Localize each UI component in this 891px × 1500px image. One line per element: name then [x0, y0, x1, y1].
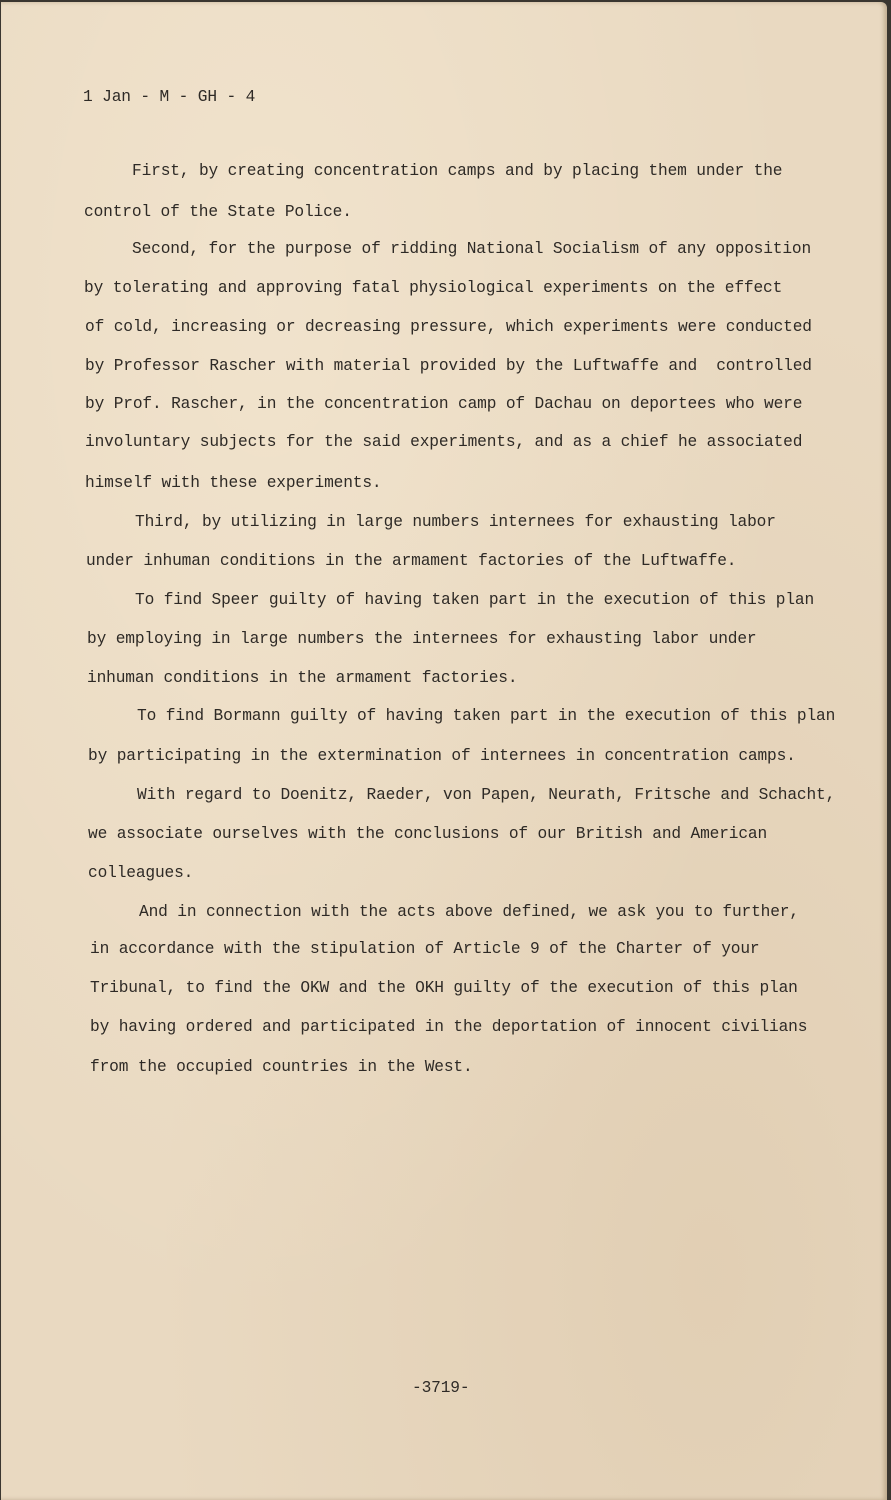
document-page — [1, 2, 887, 1500]
text-line: under inhuman conditions in the armament factories of the Luftwaffe. — [86, 552, 737, 570]
text-line: With regard to Doenitz, Raeder, von Papen, Neurath, Fritsche and Schacht, — [137, 786, 836, 804]
text-line: we associate ourselves with the conclusions of our British and American — [88, 825, 768, 843]
text-line: from the occupied countries in the West. — [90, 1058, 473, 1076]
text-line: by employing in large numbers the internees for exhausting labor under — [87, 630, 757, 648]
text-line: inhuman conditions in the armament factories. — [87, 669, 518, 687]
text-line: by tolerating and approving fatal physiological experiments on the effect — [84, 279, 783, 297]
text-line: of cold, increasing or decreasing pressure, which experiments were conducted — [85, 318, 812, 336]
text-line: Third, by utilizing in large numbers internees for exhausting labor — [135, 513, 776, 531]
header-reference: 1 Jan - M - GH - 4 — [83, 88, 256, 106]
text-line: colleagues. — [88, 864, 194, 882]
text-line: To find Speer guilty of having taken part in the execution of this plan — [135, 591, 815, 609]
text-line: in accordance with the stipulation of Article 9 of the Charter of your — [90, 940, 760, 958]
text-line: by Prof. Rascher, in the concentration camp of Dachau on deportees who were — [85, 395, 803, 413]
text-line: To find Bormann guilty of having taken part in the execution of this plan — [137, 707, 836, 725]
text-line: First, by creating concentration camps and by placing them under the — [132, 162, 783, 180]
text-line: himself with these experiments. — [85, 474, 382, 492]
page-number: -3719- — [412, 1379, 470, 1397]
text-line: control of the State Police. — [84, 203, 352, 221]
text-line: by participating in the extermination of internees in concentration camps. — [88, 747, 796, 765]
text-line: involuntary subjects for the said experiments, and as a chief he associated — [85, 433, 803, 451]
text-line: by having ordered and participated in the deportation of innocent civilians — [90, 1018, 808, 1036]
text-line: Second, for the purpose of ridding National Socialism of any opposition — [132, 240, 812, 258]
text-line: Tribunal, to find the OKW and the OKH guilty of the execution of this plan — [90, 979, 798, 997]
text-line: by Professor Rascher with material provided by the Luftwaffe and controlled — [85, 357, 812, 375]
text-line: And in connection with the acts above defined, we ask you to further, — [139, 903, 799, 921]
